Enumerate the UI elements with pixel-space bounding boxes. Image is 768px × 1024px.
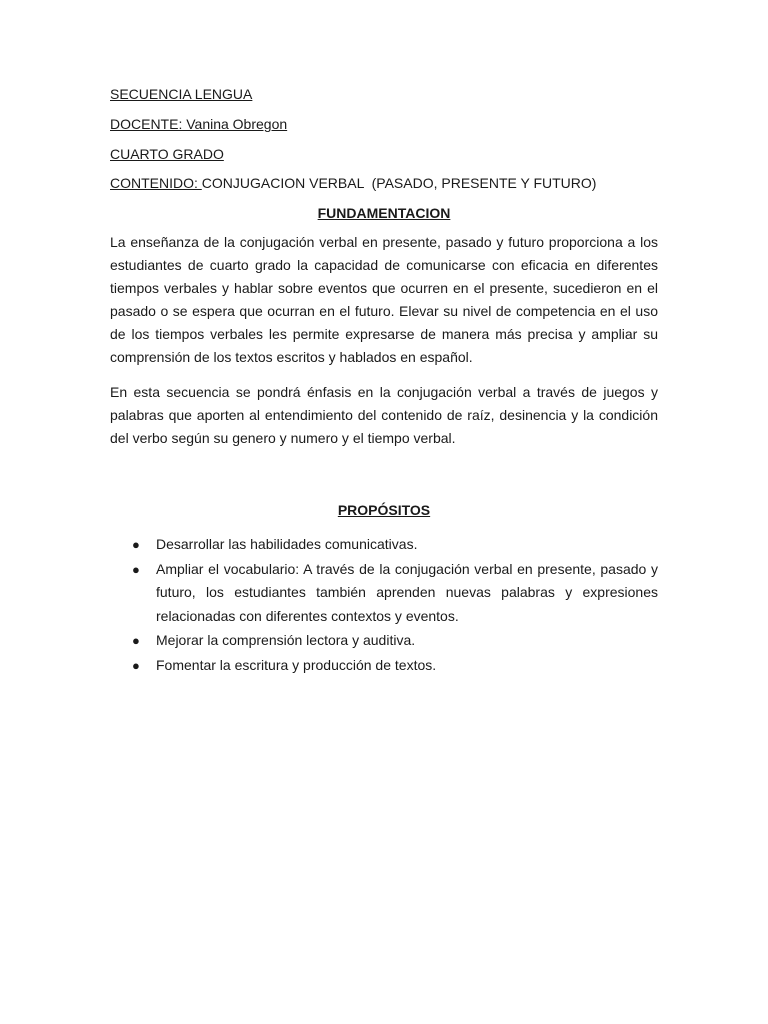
list-item-text: Mejorar la comprensión lectora y auditiva. [156,632,416,648]
fundamentacion-paragraph-2: En esta secuencia se pondrá énfasis en la conjugación verbal a través de juegos y palabras que aporten al entendimiento del contenido de raíz, desinencia y la condición del verbo según su genero y numero y el tiempo verbal. [110,384,658,446]
header-teacher: DOCENTE: Vanina Obregon [110,116,288,132]
propositos-heading: PROPÓSITOS [337,502,431,518]
header-content [110,174,596,192]
propositos-list [110,533,658,678]
bullet-icon: ● [132,657,140,673]
bullet-icon: ● [132,633,140,648]
fundamentacion-paragraph-1: La enseñanza de la conjugación verbal en presente, pasado y futuro proporciona a los estudiantes de cuarto grado la capacidad de comunicarse con eficacia en diferentes tiempos verbales y hablar sobre eventos que ocurren en el presente, sucedieron en el pasado o se espera que ocurran en el futuro. Elevar su nivel de competencia en el uso de los tiempos verbales les permite expresarse de manera más precisa y ampliar su comprensión de los textos escritos y hablados en español. [110,234,658,365]
list-item-text: Desarrollar las habilidades comunicativas. [156,536,418,552]
fundamentacion-heading: FUNDAMENTACION [317,205,451,221]
header-grade: CUARTO GRADO [110,146,224,162]
content-label: CONTENIDO: [110,175,202,191]
header-title: SECUENCIA LENGUA [110,86,253,102]
list-item [110,533,658,557]
list-item-text: Fomentar la escritura y producción de textos. [156,656,437,673]
bullet-icon: ● [132,561,140,577]
content-value: CONJUGACION VERBAL (PASADO, PRESENTE Y FUTURO) [201,175,597,191]
list-item [110,558,658,629]
list-item [110,654,658,678]
bullet-icon: ● [132,537,140,552]
list-item [110,629,658,653]
list-item-text: Ampliar el vocabulario: A través de la conjugación verbal en presente, pasado y futuro, los estudiantes también aprenden nuevas palabras y expresiones relacionadas con diferentes contextos y eventos. [156,560,658,624]
